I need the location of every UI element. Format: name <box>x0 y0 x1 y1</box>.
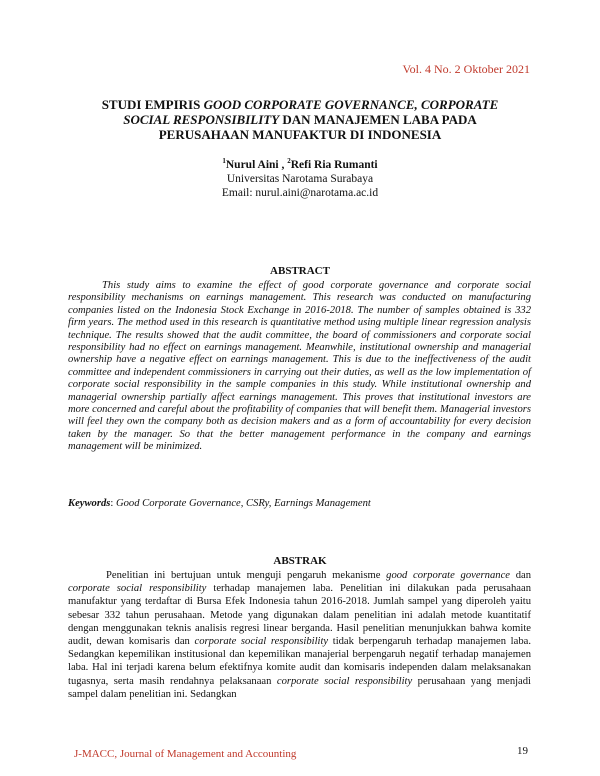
author-2: Refi Ria Rumanti <box>290 158 378 171</box>
keywords <box>68 498 531 509</box>
affiliation: Universitas Narotama Surabaya <box>226 172 374 185</box>
abstract-id-term: good corporate governance <box>386 570 510 581</box>
abstract-id-seg: perusahaan yang menjadi sampel dalam penelitian ini. Sedangkan <box>68 675 531 700</box>
title-line-2 <box>60 112 540 127</box>
author-names <box>60 154 540 172</box>
abstract-id-heading: ABSTRAK <box>273 555 327 567</box>
page-number: 19 <box>517 745 528 757</box>
issue-info: Vol. 4 No. 2 Oktober 2021 <box>402 62 530 76</box>
author-block <box>60 154 540 200</box>
abstract-id-seg: Penelitian ini bertujuan untuk menguji pengaruh mekanisme <box>106 570 387 581</box>
paper-title <box>60 97 540 142</box>
title-text-italic: SOCIAL RESPONSIBILITY <box>123 112 280 127</box>
abstract-id-term: corporate social responsibility <box>276 675 413 687</box>
abstract-id-seg: tidak berpengaruh terhadap manajemen laba. Sedangkan kepemilikan institusional dan kepemilikan manajerial berpengaruh negatif terhadap manajemen laba. Hal ini terjadi karena belum efektifnya komite audit dan komisaris independen dalam melaksanakan tugasnya, serta masih rendahnya pelaksanaan <box>68 636 531 687</box>
abstract-id-text <box>68 569 531 701</box>
abstract-id <box>68 569 531 701</box>
title-text: STUDI EMPIRIS <box>101 97 204 112</box>
keywords-value: Good Corporate Governance, CSRy, Earnings Management <box>115 498 371 509</box>
author-email: Email: nurul.aini@narotama.ac.id <box>221 186 379 199</box>
keywords-sep: : <box>110 498 116 509</box>
abstract-id-term: corporate social responsibility <box>194 636 329 648</box>
author-sup: 2 <box>287 157 291 165</box>
abstract-en-text: This study aims to examine the effect of good corporate governance and corporate social responsibility mechanisms on earnings management. This research was conducted on manufacturing companies listed on the Indonesia Stock Exchange in 2016-2018. The number of samples obtained is 332 firm years. The method used in this research is quantitative method using multiple linear regression analysis technique. The results showed that the audit committee, the board of commissioners and corporate social responsibility had no effect on earnings management. Meanwhile, institutional ownership and managerial ownership have a negative effect on earnings management. This is due to the ineffectiveness of the audit committee and independent commissioners in carrying out their duties, as well as the low implementation of corporate social responsibility in the sample companies in this study. While institutional ownership and managerial ownership partially affect earnings management. This proves that institutional investors are more concerned and careful about the profitability of companies that will benefit them. Managerial investors will feel they own the company both as decision makers and as a form of accountability for every decision taken by the manager. So that the better management performance in the company and earnings management will be minimized. <box>68 280 531 453</box>
title-line-1 <box>60 97 540 112</box>
abstract-id-seg: terhadap manajemen laba. Penelitian ini dilakukan pada perusahaan manufaktur yang terdaftar di Bursa Efek Indonesia tahun 2016-2018. Jumlah sampel yang diperoleh yaitu sebesar 332 tahun perusahaan. Metode yang digunakan dalam penelitian ini adalah metode kuantitatif dengan menggunakan teknis analisis regresi linear berganda. Hasil penelitian menunjukkan bahwa komite audit, dewan komisaris dan <box>68 583 531 648</box>
title-line-3: PERUSAHAAN MANUFAKTUR DI INDONESIA <box>158 127 442 142</box>
abstract-en-heading: ABSTRACT <box>270 265 330 277</box>
keywords-label: Keywords <box>68 498 111 509</box>
abstract-en <box>68 280 531 454</box>
author-sup: 1 <box>222 157 226 165</box>
title-text-italic: GOOD CORPORATE GOVERNANCE, CORPORATE <box>203 97 499 112</box>
title-text: DAN MANAJEMEN LABA PADA <box>279 112 477 127</box>
abstract-id-seg: dan <box>509 570 532 581</box>
abstract-id-term: corporate social responsibility <box>68 583 207 595</box>
footer-journal: J-MACC, Journal of Management and Accounting <box>74 748 297 760</box>
author-1: Nurul Aini , <box>225 158 288 171</box>
